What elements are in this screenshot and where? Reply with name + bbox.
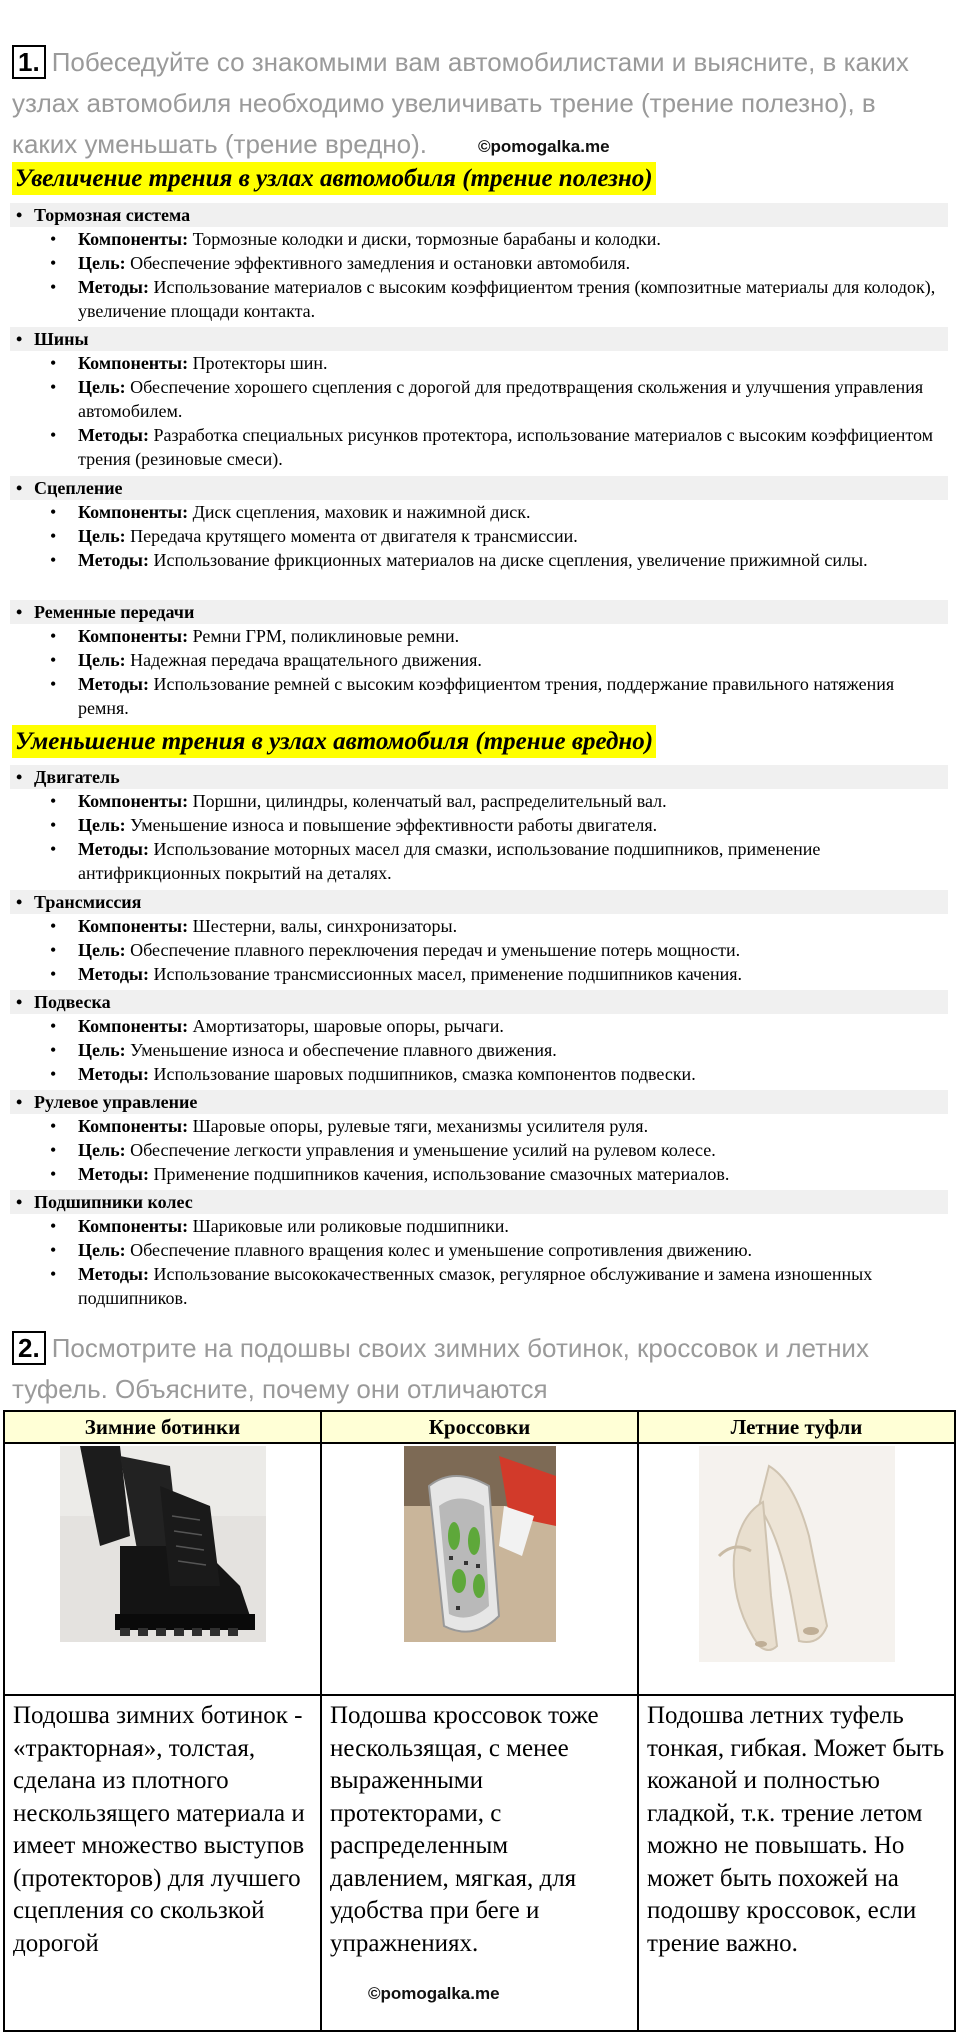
list-item: • Методы: Использование ремней с высоким коэффициентом трения, поддержание правильного натяжения ремня.: [10, 672, 948, 720]
list-item: • Методы: Применение подшипников качения, использование смазочных материалов.: [10, 1162, 948, 1186]
task-2-prompt: [12, 1328, 942, 1410]
desc-cell-summer: [638, 1695, 955, 2031]
section-brakes: [10, 203, 948, 323]
desc-cell-winter: [4, 1695, 321, 2031]
soles-table: [3, 1410, 956, 2032]
list-item: • Цель: Обеспечение хорошего сцепления с дорогой для предотвращения скольжения и улучшения управления автомобилем.: [10, 375, 948, 423]
header-winter-boots: Зимние ботинки: [4, 1411, 321, 1443]
list-item: • Методы: Использование материалов с высоким коэффициентом трения (композитные материалы для колодок), увеличение площади контакта.: [10, 275, 948, 323]
list-item: • Методы: Использование высококачественных смазок, регулярное обслуживание и замена изношенных подшипников.: [10, 1262, 948, 1310]
section-suspension: [10, 990, 948, 1086]
list-item: • Методы: Использование трансмиссионных масел, применение подшипников качения.: [10, 962, 948, 986]
winter-boots-photo: [60, 1446, 266, 1642]
list-item: • Цель: Обеспечение эффективного замедления и остановки автомобиля.: [10, 251, 948, 275]
section-title: • Ременные передачи: [10, 600, 948, 624]
section-engine: [10, 765, 948, 885]
list-item: • Методы: Использование моторных масел для смазки, использование подшипников, применение антифрикционных покрытий на деталях.: [10, 837, 948, 885]
section-title: • Трансмиссия: [10, 890, 948, 914]
section-title: • Двигатель: [10, 765, 948, 789]
section-clutch: [10, 476, 948, 572]
list-item: • Цель: Обеспечение легкости управления и уменьшение усилий на рулевом колесе.: [10, 1138, 948, 1162]
photo-cell-sneakers: [321, 1443, 638, 1695]
photo-cell-winter: [4, 1443, 321, 1695]
winter-boots-description: Подошва зимних ботинок - «тракторная», толстая, сделана из плотного нескользящего материала и имеет множество выступов (протекторов) для лучшего сцепления со скользкой дорогой: [13, 1702, 305, 1957]
list-item: • Компоненты: Тормозные колодки и диски, тормозные барабаны и колодки.: [10, 227, 948, 251]
header-sneakers: Кроссовки: [321, 1411, 638, 1443]
section-wheel-bearings: [10, 1190, 948, 1310]
list-item: • Компоненты: Ремни ГРМ, поликлиновые ремни.: [10, 624, 948, 648]
list-item: • Цель: Надежная передача вращательного движения.: [10, 648, 948, 672]
list-item: • Компоненты: Протекторы шин.: [10, 351, 948, 375]
decrease-heading: Уменьшение трения в узлах автомобиля (трение вредно): [12, 725, 656, 758]
list-item: • Компоненты: Амортизаторы, шаровые опоры, рычаги.: [10, 1014, 948, 1038]
increase-heading: Увеличение трения в узлах автомобиля (трение полезно): [12, 162, 656, 195]
list-item: • Методы: Использование фрикционных материалов на диске сцепления, увеличение прижимной силы.: [10, 548, 948, 572]
section-title: • Подвеска: [10, 990, 948, 1014]
watermark-bottom: ©pomogalka.me: [368, 1984, 500, 2003]
task-2-text: Посмотрите на подошвы своих зимних ботинок, кроссовок и летних туфель. Объясните, почему они отличаются: [12, 1333, 869, 1404]
list-item: • Методы: Использование шаровых подшипников, смазка компонентов подвески.: [10, 1062, 948, 1086]
watermark-top: ©pomogalka.me: [478, 137, 610, 156]
section-tires: [10, 327, 948, 471]
header-summer-shoes: Летние туфли: [638, 1411, 955, 1443]
list-item: • Цель: Уменьшение износа и обеспечение плавного движения.: [10, 1038, 948, 1062]
task-1-text: Побеседуйте со знакомыми вам автомобилистами и выясните, в каких узлах автомобиля необходимо увеличивать трение (трение полезно), в каких уменьшать (трение вредно).: [12, 47, 909, 159]
list-item: • Компоненты: Диск сцепления, маховик и нажимной диск.: [10, 500, 948, 524]
section-title: • Сцепление: [10, 476, 948, 500]
sneakers-description: Подошва кроссовок тоже нескользящая, с менее выраженными протекторами, с распределенным давлением, мягкая, для удобства при беге и упражнениях. ©pomogalka.me: [322, 1696, 637, 2030]
sneakers-photo: [404, 1446, 556, 1642]
section-title: • Рулевое управление: [10, 1090, 948, 1114]
summer-shoes-photo: [699, 1446, 895, 1662]
task-1-number: 1.: [12, 45, 46, 79]
section-title: • Подшипники колес: [10, 1190, 948, 1214]
task-1-prompt: [12, 42, 942, 165]
section-title: • Тормозная система: [10, 203, 948, 227]
list-item: • Компоненты: Шаровые опоры, рулевые тяги, механизмы усилителя руля.: [10, 1114, 948, 1138]
section-title: • Шины: [10, 327, 948, 351]
summer-shoes-description: Подошва летних туфель тонкая, гибкая. Может быть кожаной и полностью гладкой, т.к. трение летом можно не повышать. Но может быть похожей на подошву кроссовок, если трение важно.: [647, 1702, 945, 1957]
list-item: • Методы: Разработка специальных рисунков протектора, использование материалов с высоким коэффициентом трения (резиновые смеси).: [10, 423, 948, 471]
list-item: • Цель: Уменьшение износа и повышение эффективности работы двигателя.: [10, 813, 948, 837]
section-transmission: [10, 890, 948, 986]
list-item: • Компоненты: Поршни, цилиндры, коленчатый вал, распределительный вал.: [10, 789, 948, 813]
task-2-number: 2.: [12, 1331, 46, 1365]
list-item: • Цель: Обеспечение плавного вращения колес и уменьшение сопротивления движению.: [10, 1238, 948, 1262]
list-item: • Цель: Передача крутящего момента от двигателя к трансмиссии.: [10, 524, 948, 548]
desc-cell-sneakers: [321, 1695, 638, 2031]
section-belts: [10, 600, 948, 720]
list-item: • Цель: Обеспечение плавного переключения передач и уменьшение потерь мощности.: [10, 938, 948, 962]
section-steering: [10, 1090, 948, 1186]
photo-cell-summer: [638, 1443, 955, 1695]
list-item: • Компоненты: Шариковые или роликовые подшипники.: [10, 1214, 948, 1238]
list-item: • Компоненты: Шестерни, валы, синхронизаторы.: [10, 914, 948, 938]
